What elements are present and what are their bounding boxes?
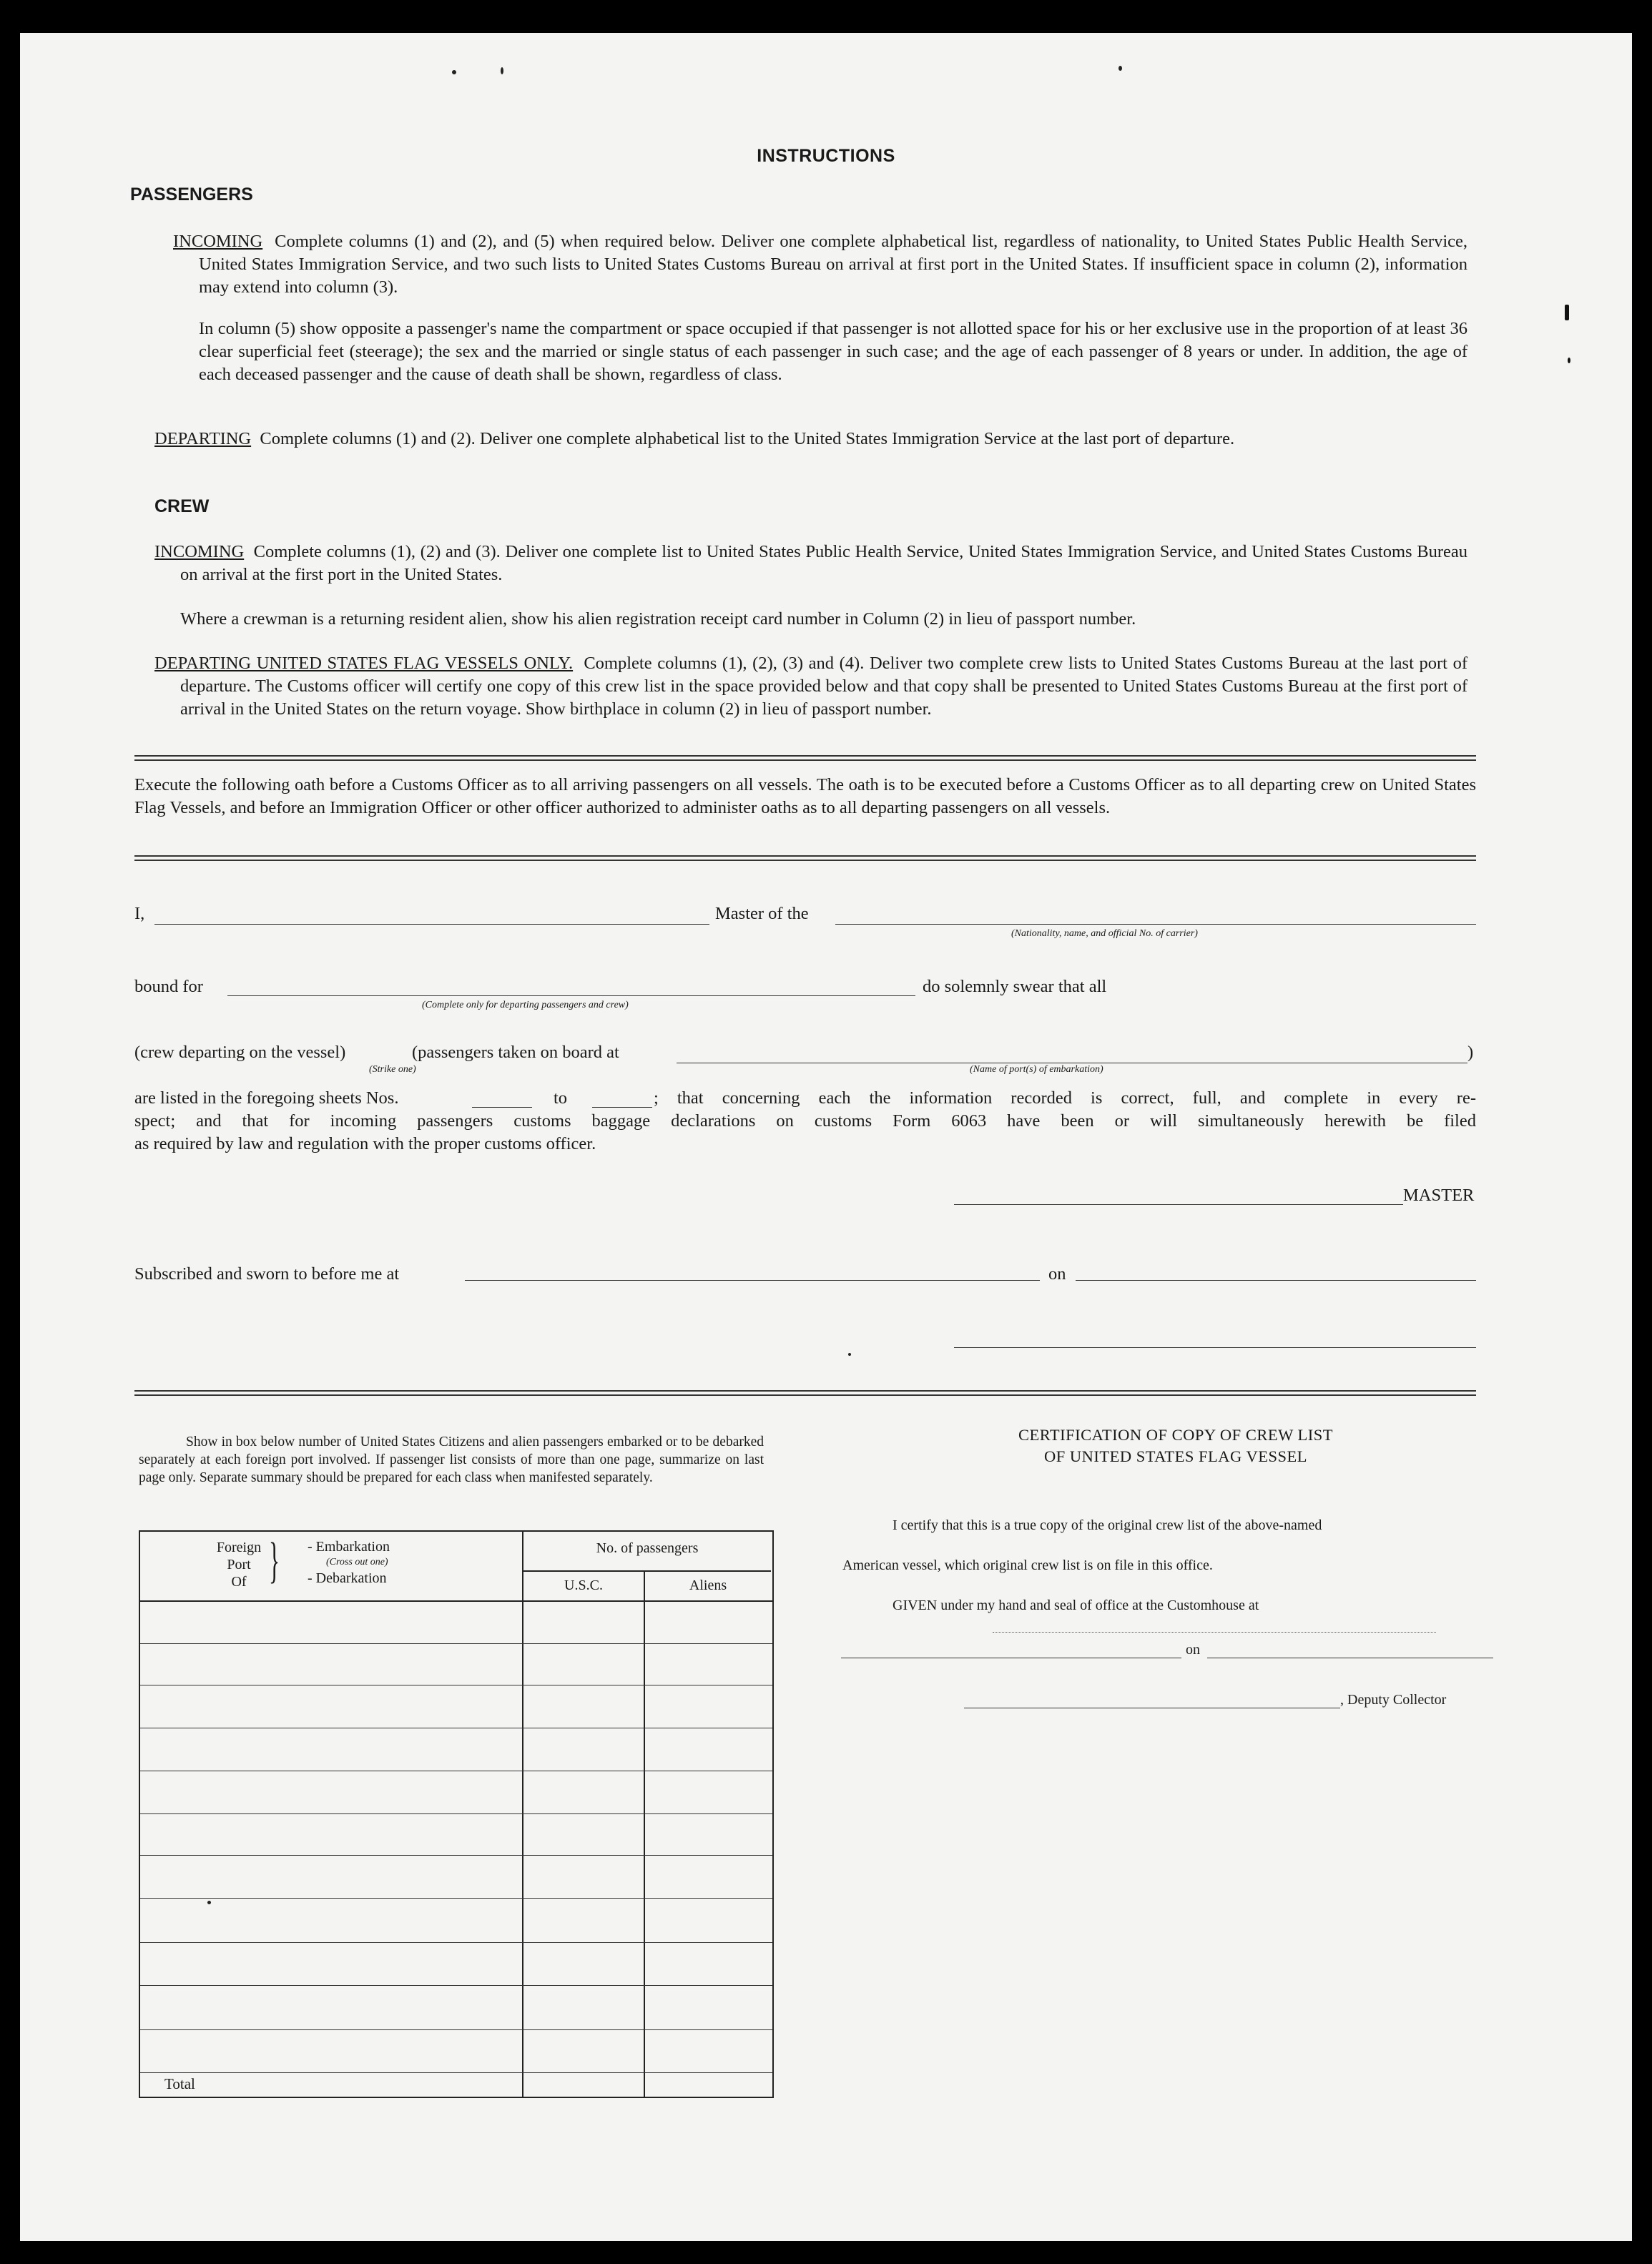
passenger-summary-table	[139, 1530, 774, 2098]
certify-line-1: I certify that this is a true copy of the original crew list of the above-named	[893, 1517, 1322, 1533]
row-rule	[140, 2072, 772, 2073]
subscribed-label: Subscribed and sworn to before me at	[134, 1264, 400, 1284]
certification-title	[861, 1424, 1490, 1467]
nationality-note: (Nationality, name, and official No. of carrier)	[1011, 928, 1198, 939]
of-label: Of	[231, 1574, 247, 1590]
crew-incoming-label: INCOMING	[154, 542, 245, 561]
departing-label: DEPARTING	[154, 429, 252, 448]
table-vline-2	[644, 1572, 645, 2097]
crew-incoming-text: Complete columns (1), (2) and (3). Deliver one complete list to United States Public Health Service, United States Immigration Service, and United States Customs Bureau on arrival at the first port in the United States.	[180, 542, 1467, 584]
brace-icon: }	[269, 1533, 280, 1588]
certification-on-label: on	[1186, 1642, 1200, 1658]
listed-suffix: ; that concerning each the information recorded is correct, full, and complete in every re-	[654, 1088, 1476, 1108]
column5-paragraph: In column (5) show opposite a passenger's name the compartment or space occupied if that passenger is not allotted space for his or her exclusive use in the proportion of at least 36 clear superficial feet (steerage); the sex and the married or single status of each passenger in such case; and the age of each passenger of 8 years or under. In addition, the age of each deceased passenger and the cause of death shall be shown, regardless of class.	[199, 319, 1467, 384]
row-rule	[140, 2029, 772, 2030]
listed-line-3: as required by law and regulation with the proper customs officer.	[134, 1134, 596, 1153]
master-name-field[interactable]	[154, 924, 709, 925]
departing-text: Complete columns (1) and (2). Deliver one complete alphabetical list to the United States Immigration Service at the last port of departure.	[260, 429, 1235, 448]
oath-divider	[134, 855, 1476, 861]
foreign-port-of-label	[210, 1539, 267, 1590]
departing-flag-paragraph	[154, 652, 1467, 721]
embarkation-option[interactable]: - Embarkation	[308, 1539, 390, 1555]
passengers-taken-option[interactable]: (passengers taken on board at	[412, 1043, 619, 1062]
scan-mark	[1565, 305, 1569, 320]
crew-departing-option[interactable]: (crew departing on the vessel)	[134, 1043, 346, 1062]
lower-divider	[134, 1390, 1476, 1396]
departing-flag-label: DEPARTING UNITED STATES FLAG VESSELS ONLY.	[154, 654, 574, 673]
bound-for-field[interactable]	[227, 995, 915, 996]
complete-only-note: (Complete only for departing passengers and crew)	[422, 1000, 629, 1010]
given-line: GIVEN under my hand and seal of office at the Customhouse at	[893, 1598, 1259, 1613]
crew-incoming-paragraph	[154, 541, 1467, 586]
row-rule	[140, 1600, 772, 1602]
bound-for-label: bound for	[134, 977, 203, 996]
passengers-departing-paragraph	[154, 428, 1467, 451]
scan-mark	[1568, 358, 1570, 363]
row-rule	[140, 1813, 772, 1814]
ports-note: (Name of port(s) of embarkation)	[970, 1064, 1103, 1075]
scan-speck	[501, 67, 503, 74]
scan-speck	[207, 1901, 211, 1904]
section-divider	[134, 755, 1476, 761]
sheet-from-field[interactable]	[472, 1107, 532, 1108]
listed-line-2: spect; and that for incoming passengers customs baggage declarations on customs Form 6063 have been or will simultaneously herewith be filed	[134, 1111, 1476, 1131]
on-label: on	[1048, 1264, 1066, 1284]
bleed-through-watermark: ​	[1048, 283, 1139, 317]
oath-i-label: I,	[134, 904, 145, 923]
oath-intro: Execute the following oath before a Customs Officer as to all arriving passengers on all vessels. The oath is to be executed before a Customs Officer as to all departing crew on United States Flag Vessels, and before an Immigration Officer or other officer authorized to administer oaths as to all departing passengers on all vessels.	[134, 775, 1476, 817]
carrier-field[interactable]	[835, 924, 1476, 925]
departing-flag-text: Complete columns (1), (2), (3) and (4). Deliver two complete crew lists to United States Customs Bureau at the last port of departure. The Customs officer will certify one copy of this crew list in the space provided below and that copy shall be presented to United States Customs Bureau at the first port of arrival in the United States on the return voyage. Show birthplace in column (2) in lieu of passport number.	[180, 654, 1467, 719]
listed-prefix: are listed in the foregoing sheets Nos.	[134, 1088, 399, 1108]
crew-heading: CREW	[154, 496, 210, 516]
row-rule	[140, 1643, 772, 1644]
sworn-location-field[interactable]	[465, 1280, 1040, 1281]
total-label: Total	[164, 2075, 195, 2092]
row-rule	[140, 1942, 772, 1943]
customhouse-location-field[interactable]	[993, 1632, 1436, 1633]
strike-one-note: (Strike one)	[369, 1064, 416, 1075]
usc-header: U.S.C.	[564, 1578, 603, 1593]
cross-out-note: (Cross out one)	[326, 1557, 388, 1567]
row-rule	[140, 1985, 772, 1986]
certify-line-2: American vessel, which original crew list is on file in this office.	[842, 1557, 1213, 1573]
crewman-paragraph: Where a crewman is a returning resident alien, show his alien registration receipt card number in Column (2) in lieu of passport number.	[180, 609, 1136, 629]
certification-title-line-2: OF UNITED STATES FLAG VESSEL	[1043, 1447, 1308, 1465]
passengers-heading: PASSENGERS	[130, 184, 253, 205]
embark-debark-label	[308, 1539, 390, 1586]
table-vline-1	[522, 1532, 523, 2097]
foreign-label: Foreign	[216, 1540, 262, 1555]
no-of-passengers-header: No. of passengers	[596, 1540, 699, 1556]
master-signature-field[interactable]	[954, 1204, 1403, 1205]
port-label: Port	[227, 1557, 251, 1573]
incoming-text: Complete columns (1) and (2), and (5) when required below. Deliver one complete alphabetical list, regardless of nationality, to United States Public Health Service, United States Immigration Service, and two such lists to United States Customs Bureau on arrival at first port in the United States. If insufficient space in column (2), information may extend into column (3).	[199, 232, 1468, 297]
close-paren: )	[1467, 1043, 1474, 1062]
header-subrule	[523, 1570, 771, 1572]
instructions-heading: INSTRUCTIONS	[757, 146, 895, 166]
row-rule	[140, 1855, 772, 1856]
aliens-header: Aliens	[689, 1578, 727, 1593]
incoming-label: INCOMING	[173, 232, 263, 251]
passengers-incoming-paragraph	[173, 230, 1467, 299]
sworn-date-field[interactable]	[1076, 1280, 1476, 1281]
master-label: MASTER	[1403, 1186, 1475, 1205]
row-rule	[140, 1898, 772, 1899]
sheet-to-field[interactable]	[592, 1107, 652, 1108]
scan-speck	[848, 1353, 851, 1356]
form-page	[20, 33, 1632, 2241]
summary-note: Show in box below number of United States Citizens and alien passengers embarked or to be debarked separately at each foreign port involved. If passenger list consists of more than one page, summarize on last page only. Separate summary should be prepared for each class when manifested separately.	[139, 1434, 764, 1485]
master-of-the-label: Master of the	[715, 904, 809, 923]
scan-speck	[1118, 66, 1122, 71]
debarkation-option[interactable]: - Debarkation	[308, 1570, 387, 1586]
certification-title-line-1: CERTIFICATION OF COPY OF CREW LIST	[1018, 1426, 1334, 1444]
officer-signature-field[interactable]	[954, 1347, 1476, 1348]
to-label: to	[554, 1088, 568, 1108]
deputy-collector-label: , Deputy Collector	[1340, 1692, 1447, 1708]
swear-text: do solemnly swear that all	[923, 977, 1107, 996]
scan-speck	[452, 70, 456, 74]
